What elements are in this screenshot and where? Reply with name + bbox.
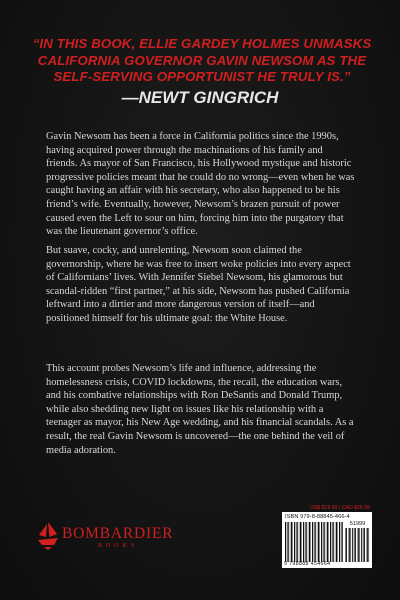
- barcode-bar: [321, 522, 322, 562]
- endorsement-quote: “IN THIS BOOK, ELLIE GARDEY HOLMES UNMASKS CALIFORNIA GOVERNOR GAVIN NEWSOM AS THE SELF-SERVING OPPORTUNIST HE TRULY IS.”: [32, 36, 372, 85]
- description-paragraph-3: This account probes Newsom’s life and influence, addressing the homelessness crisis, COVID lockdowns, the recall, the education wars, and his combative relationships with Ron DeSantis and Donald Trump, while also shedding new light on issues like his relationship with a teenager as mayor, his New Age wedding, and his financial scandals. As a result, the real Gavin Newsom is uncovered—the one behind the veil of media adoration.: [46, 363, 354, 456]
- barcode-bar: [330, 522, 331, 562]
- quote-attribution: —NEWT GINGRICH: [121, 88, 279, 107]
- barcode-bar: [312, 522, 313, 562]
- barcode-main-bars: [285, 522, 343, 562]
- publisher-name: BOMBARDIER: [62, 525, 174, 542]
- barcode-bar: [336, 522, 337, 562]
- red-ship-logo-icon: [36, 521, 60, 551]
- barcode-bar: [342, 522, 343, 562]
- barcode-bar: [306, 522, 307, 562]
- barcode-bar: [367, 528, 368, 562]
- barcode-bar: [346, 528, 347, 562]
- barcode-bar: [309, 522, 310, 562]
- price-code: 51999: [349, 521, 366, 527]
- barcode-bar: [291, 522, 292, 562]
- price-label: US$ $19.99 / CAD $26.99: [310, 505, 370, 511]
- isbn-barcode: [282, 512, 372, 568]
- barcode-bar: [333, 522, 334, 562]
- barcode-bar: [364, 528, 365, 562]
- barcode-bar: [315, 522, 316, 562]
- barcode-bar: [318, 522, 319, 562]
- publisher-imprint: BOOKS: [97, 543, 139, 549]
- barcode-bar: [285, 522, 286, 562]
- barcode-bar: [300, 522, 301, 562]
- barcode-bar: [297, 522, 298, 562]
- barcode-bar: [294, 522, 295, 562]
- barcode-bar: [358, 528, 359, 562]
- barcode-bar: [352, 528, 353, 562]
- isbn-number: ISBN 979-8-88845-466-4: [285, 514, 350, 520]
- description-paragraph-1: Gavin Newsom has been a force in California politics since the 1990s, having acquired power through the machinations of his family and friends. As mayor of San Francisco, his Hollywood mystique and historic progressive policies meant that he could do no wrong—even when he was caught having an affair with his secretary, who also happened to be his friend’s wife. Eventually, however, Newsom’s brazen pursuit of power caused even the Left to sour on him, forcing him into the purgatory that was the lieutenant governor’s office.: [46, 131, 355, 238]
- barcode-addon-bars: [345, 528, 370, 562]
- barcode-bar: [361, 528, 362, 562]
- barcode-digits: 9 798888 454664: [284, 561, 331, 567]
- barcode-bar: [324, 522, 325, 562]
- barcode-bar: [327, 522, 328, 562]
- barcode-bar: [303, 522, 304, 562]
- barcode-bar: [339, 522, 340, 562]
- barcode-bar: [288, 522, 289, 562]
- barcode-bar: [349, 528, 350, 562]
- barcode-bar: [355, 528, 356, 562]
- description-paragraph-2: But suave, cocky, and unrelenting, Newsom soon claimed the governorship, where he was free to insert woke policies into every aspect of Californians’ lives. With Jennifer Siebel Newsom, his glamorous but scandal-ridden “first partner,” at his side, Newsom has pushed California leftward into a dirtier and more dangerous version of itself—and positioned himself for his ultimate goal: the White House.: [46, 245, 351, 324]
